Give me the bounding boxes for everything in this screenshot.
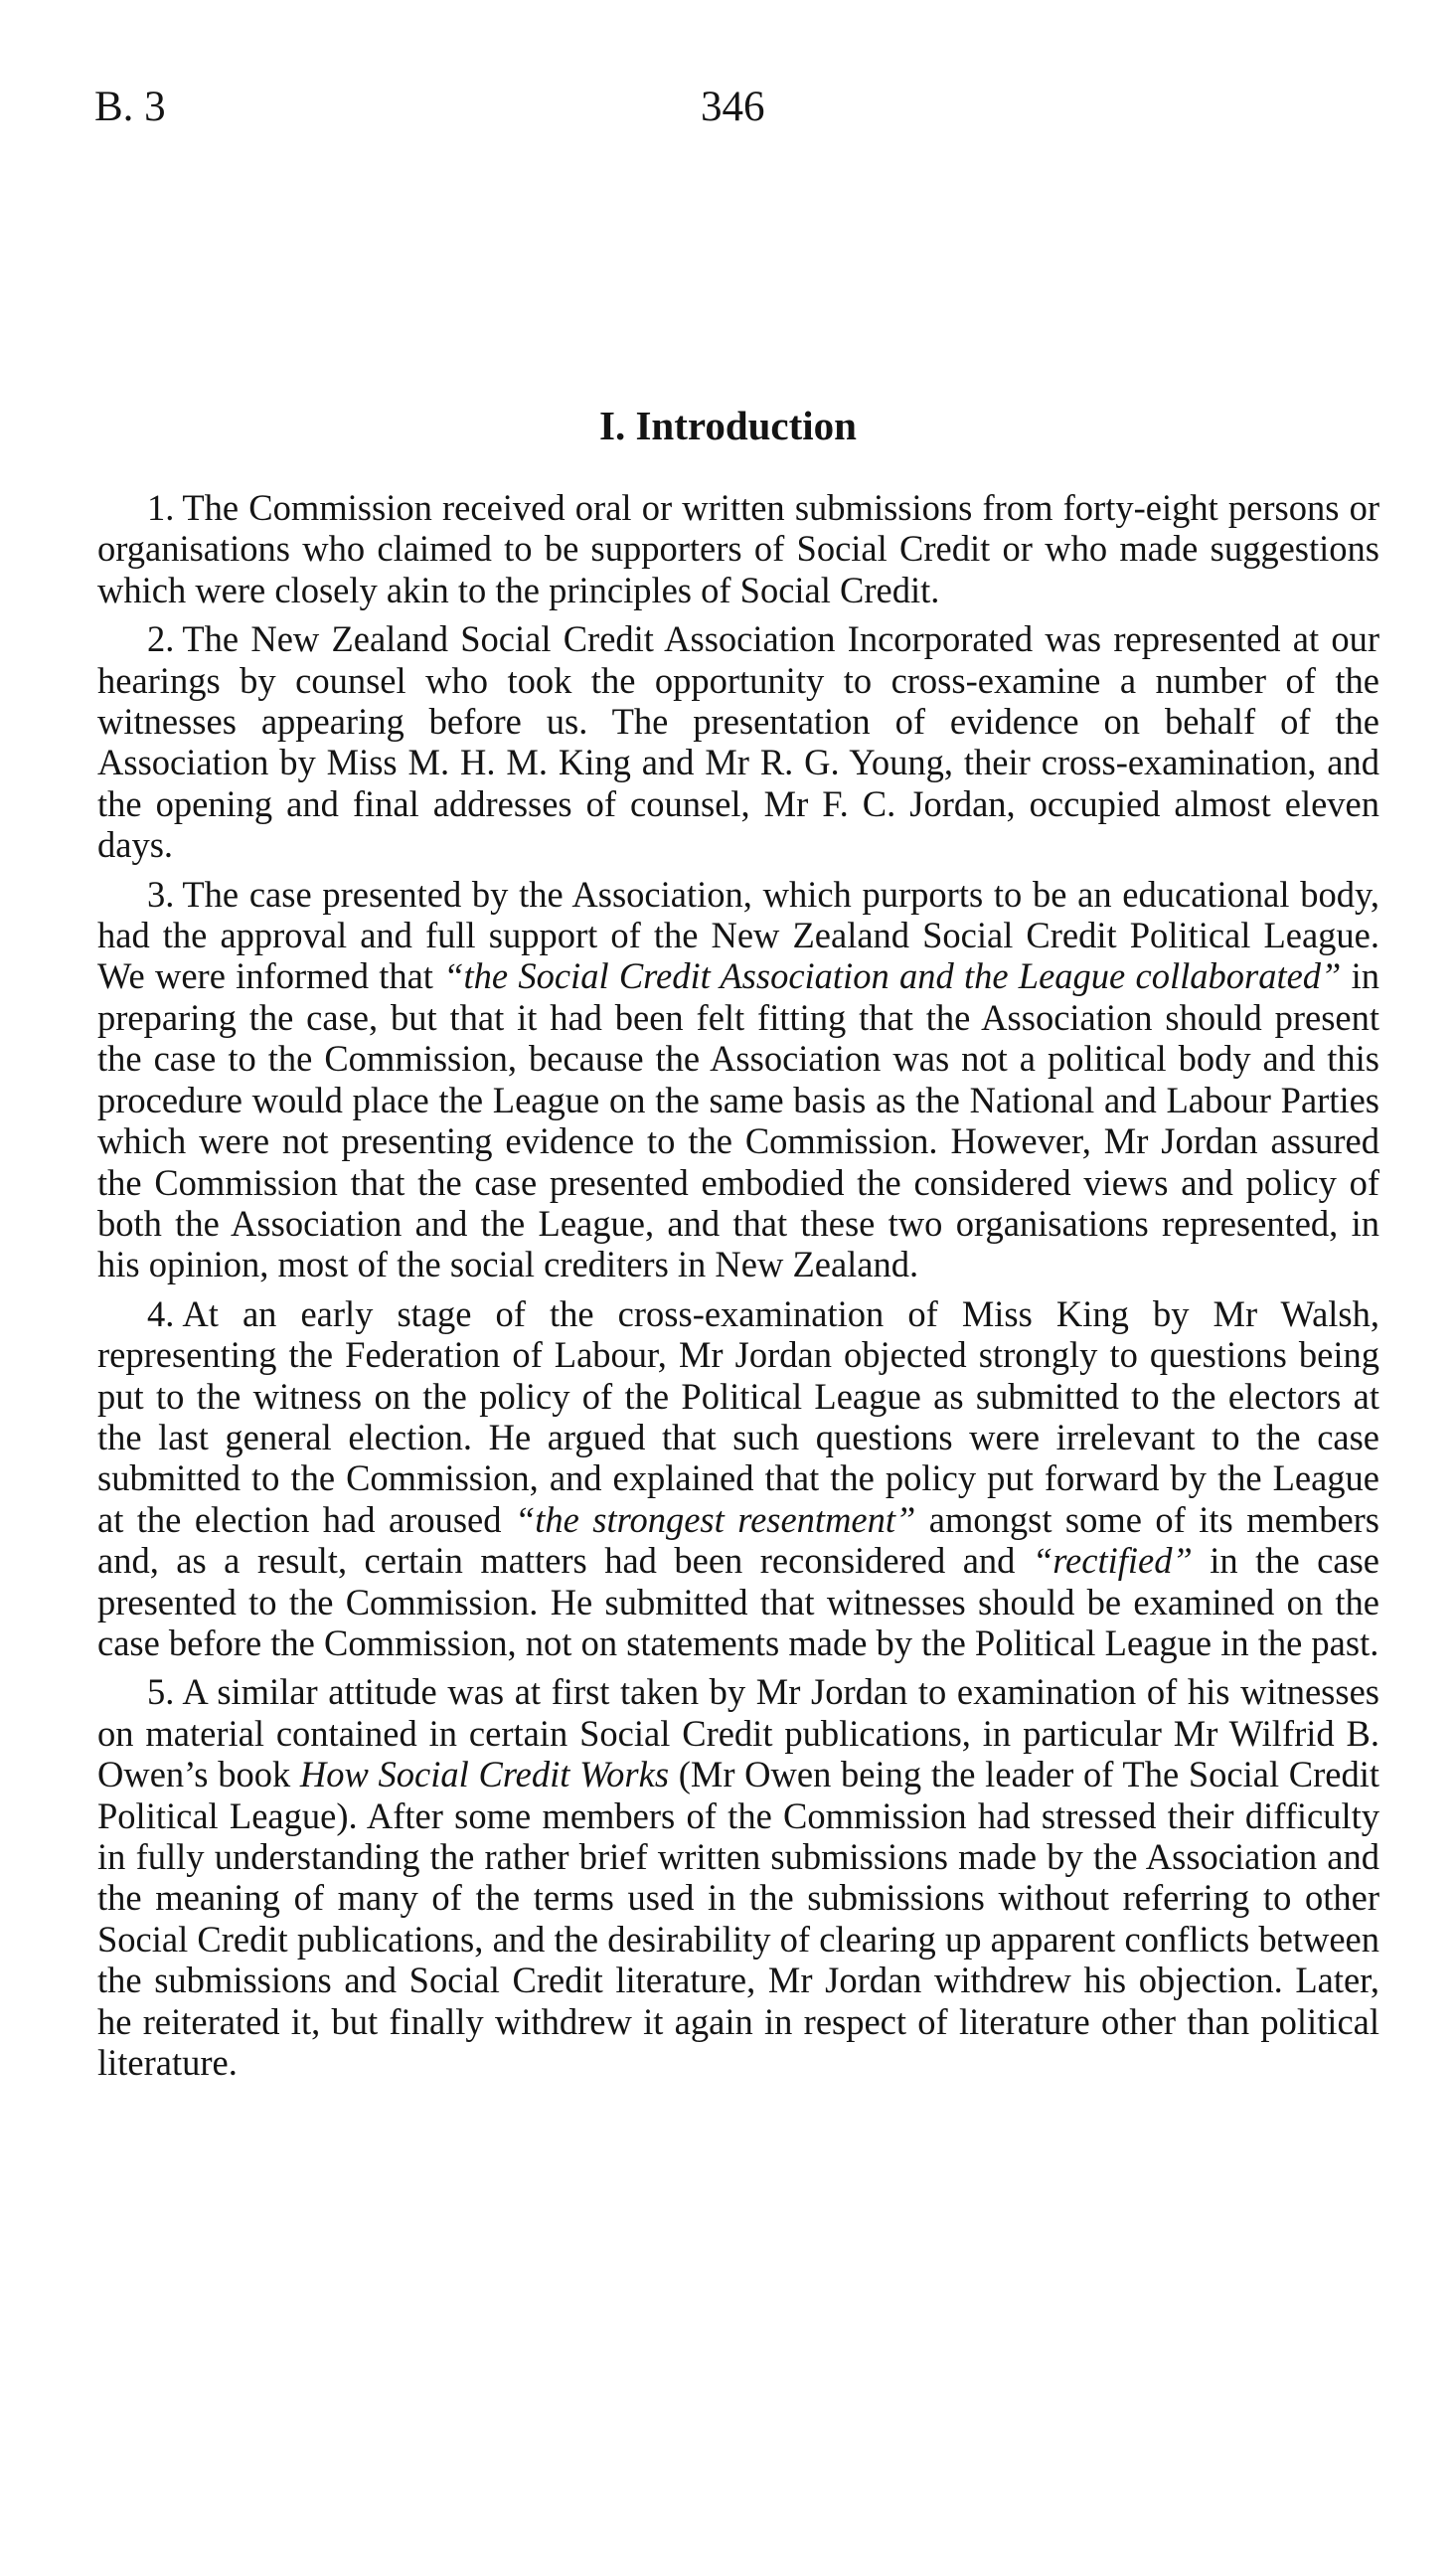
running-header [94, 78, 1386, 137]
paragraph-text: in the case presented to the Commission. He submitted that witnesses should be examined on the case before the Commission, not on statements made by the Political League in the past. [97, 1540, 1379, 1663]
paragraph-text: The Commission received oral or written submissions from forty-eight persons or organisations who claimed to be supporters of Social Credit or who made suggestions which were closely akin to the principles of Social Credit. [97, 487, 1379, 610]
paragraph-2 [97, 618, 1379, 865]
section-heading: I. Introduction [599, 403, 857, 448]
paragraph-text: A similar attitude was at first taken by Mr Jordan to examination of his witnesses on material contained in certain Social Credit publications, in particular Mr Wilfrid B. Owen’s book [97, 1671, 1379, 1795]
paragraph-text: The case presented by the Association, which purports to be an educational body, had the approval and full support of the New Zealand Social Credit Political League. We were informed that [97, 873, 1379, 997]
series-code: B. 3 [94, 84, 166, 130]
body-text [97, 487, 1379, 2091]
page-number: 346 [701, 84, 765, 130]
paragraph-number: 2. [147, 618, 175, 660]
paragraph-text: The New Zealand Social Credit Association Incorporated was represented at our hearings by counsel who took the opportunity to cross-examine a number of the witnesses appearing before us. The presentation of evidence on behalf of the Association by Miss M. H. M. King and Mr R. G. Young, their cross-examination, and the opening and final addresses of counsel, Mr F. C. Jordan, occupied almost eleven days. [97, 618, 1379, 866]
italic-quote: “rectified” [1032, 1540, 1193, 1582]
paragraph-4 [97, 1293, 1379, 1664]
paragraph-text: amongst some of its members and, as a result, certain matters had been reconsidered and [97, 1498, 1380, 1582]
paragraph-number: 3. [147, 873, 175, 915]
italic-quote: “the Social Credit Association and the League collaborated” [443, 955, 1342, 997]
italic-quote: “the strongest resentment” [514, 1498, 916, 1540]
paragraph-1 [97, 487, 1379, 610]
paragraph-number: 1. [147, 487, 175, 528]
paragraph-text: (Mr Owen being the leader of The Social Credit Political League). After some members of the Commission had stressed their difficulty in fully understanding the rather brief written submissions made by the Association and the meaning of many of the terms used in the submissions without referring to other Social Credit publications, and the desirability of clearing up apparent conflicts between the submissions and Social Credit literature, Mr Jordan withdrew his objection. Later, he reiterated it, but finally withdrew it again in respect of literature other than political literature. [97, 1754, 1380, 2084]
paragraph-5 [97, 1671, 1379, 2083]
paragraph-number: 5. [147, 1671, 175, 1713]
paragraph-3 [97, 874, 1379, 1285]
paragraph-text: At an early stage of the cross-examination of Miss King by Mr Walsh, representing the Federation of Labour, Mr Jordan objected strongly to questions being put to the witness on the policy of the Political League as submitted to the electors at the last general election. He argued that such questions were irrelevant to the case submitted to the Commission, and explained that the policy put forward by the League at the election had aroused [97, 1292, 1379, 1540]
paragraph-text: in preparing the case, but that it had been felt fitting that the Association should present the case to the Commission, because the Association was not a political body and this procedure would place the League on the same basis as the National and Labour Parties which were not presenting evidence to the Commission. However, Mr Jordan assured the Commission that the case presented embodied the considered views and policy of both the Association and the League, and that these two organisations represented, in his opinion, most of the social crediters in New Zealand. [97, 955, 1379, 1285]
book-title: How Social Credit Works [299, 1754, 670, 1795]
paragraph-number: 4. [147, 1292, 175, 1334]
